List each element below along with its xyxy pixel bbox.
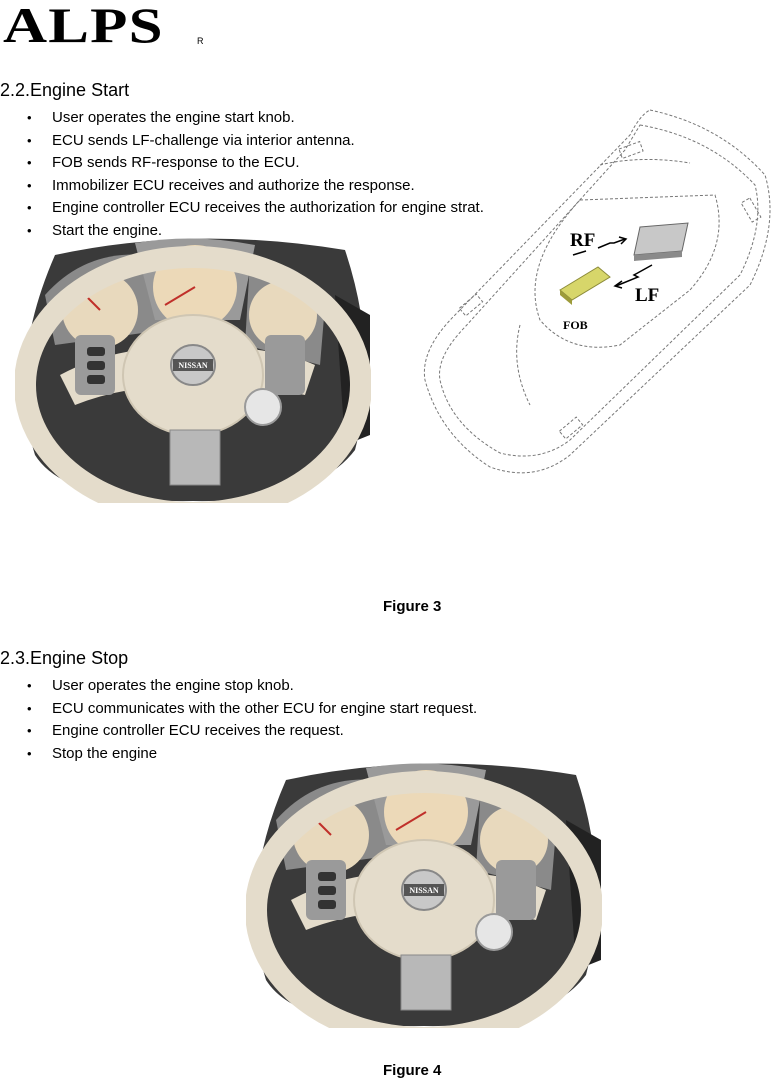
alps-logo xyxy=(3,0,208,53)
list-item: • User operates the engine start knob. xyxy=(0,107,484,130)
steering-wheel-photo xyxy=(246,760,602,1028)
lf-label: LF xyxy=(635,285,660,306)
figure-caption: Figure 4 xyxy=(383,1062,442,1079)
steering-wheel-graphic xyxy=(25,238,370,503)
engine-stop-steps xyxy=(0,675,477,765)
section-heading-engine-stop: 2.3.Engine Stop xyxy=(0,648,129,668)
fob-label: FOB xyxy=(563,318,588,332)
figure-caption: Figure 3 xyxy=(383,598,442,615)
list-item: • ECU communicates with the other ECU for engine start request. xyxy=(0,698,477,721)
list-item: • Immobilizer ECU receives and authorize the response. xyxy=(0,175,484,198)
car-diagram xyxy=(420,105,780,480)
list-item: • Stop the engine xyxy=(0,743,477,766)
immobilizer-ecu-box xyxy=(634,223,688,255)
steering-wheel-graphic xyxy=(256,763,601,1028)
key-fob-shape xyxy=(560,267,610,300)
list-item: • Start the engine. xyxy=(0,220,484,243)
registered-mark: R xyxy=(197,36,204,46)
nissan-badge-text: NISSAN xyxy=(409,886,439,895)
nissan-badge-text: NISSAN xyxy=(178,361,208,370)
section-heading-engine-start: 2.2.Engine Start xyxy=(0,80,130,100)
rf-label: RF xyxy=(570,230,596,251)
logo-text: ALPS xyxy=(3,0,164,53)
list-item: • Engine controller ECU receives the request. xyxy=(0,720,477,743)
list-item: • FOB sends RF-response to the ECU. xyxy=(0,152,484,175)
list-item: • ECU sends LF-challenge via interior antenna. xyxy=(0,130,484,153)
list-item: • User operates the engine stop knob. xyxy=(0,675,477,698)
car-outline xyxy=(424,110,770,473)
steering-wheel-photo xyxy=(15,235,371,503)
list-item: • Engine controller ECU receives the authorization for engine strat. xyxy=(0,197,484,220)
engine-start-steps xyxy=(0,107,484,242)
